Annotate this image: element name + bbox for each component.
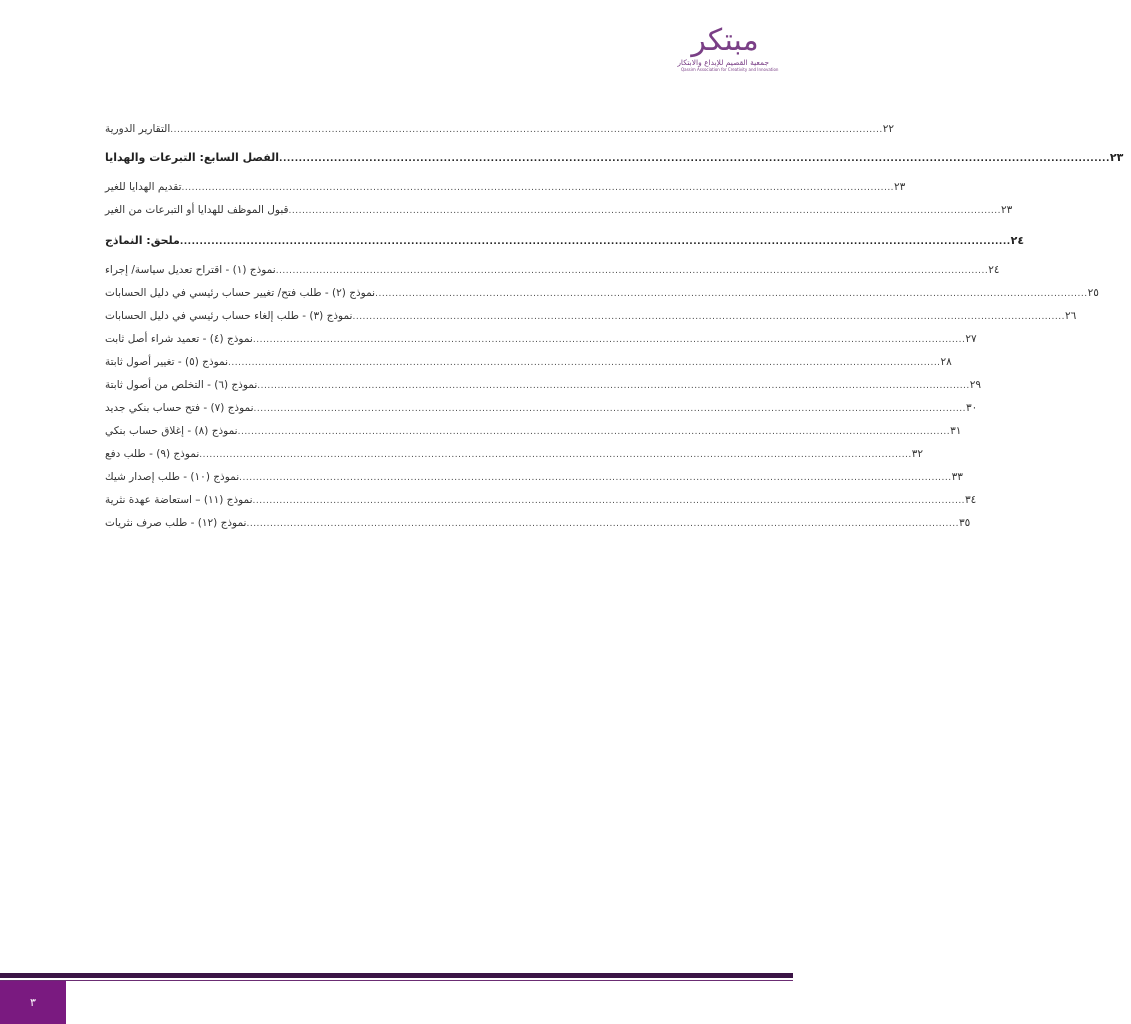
toc-leader-dots: .................................................................................................................................................................................................................... bbox=[237, 427, 951, 437]
toc-entry[interactable] bbox=[103, 420, 962, 443]
footer-divider bbox=[0, 980, 793, 981]
toc-entry[interactable] bbox=[103, 282, 1099, 305]
toc-leader-dots: .................................................................................................................................................................................................................... bbox=[352, 312, 1065, 322]
toc-entry-title: نموذج (٦) - التخلص من أصول ثابتة bbox=[105, 379, 258, 391]
toc-entry-page: ٢٣ bbox=[1001, 204, 1013, 216]
toc-entry-title: ملحق: النماذج bbox=[105, 234, 180, 247]
toc-entry-title: قبول الموظف للهدايا أو التبرعات من الغير bbox=[105, 204, 289, 216]
toc-entry-page: ٢٧ bbox=[965, 333, 977, 345]
toc-entry-title: نموذج (٨) - إغلاق حساب بنكي bbox=[105, 425, 238, 437]
toc-entry-title: تقديم الهدايا للغير bbox=[105, 181, 182, 193]
page-number: ٣ bbox=[30, 996, 36, 1009]
toc-chapter-heading[interactable] bbox=[103, 147, 1124, 170]
toc-entry-page: ٢٣ bbox=[1109, 151, 1124, 164]
logo-arabic-name: جمعية القصيم للإبداع والابتكار bbox=[677, 58, 769, 67]
toc-leader-dots: .................................................................................................................................................................................................................... bbox=[252, 496, 966, 506]
toc-entry-title: نموذج (١٢) - طلب صرف نثريات bbox=[105, 517, 247, 529]
toc-entry-title: نموذج (٩) - طلب دفع bbox=[105, 448, 200, 460]
toc-entry[interactable] bbox=[103, 305, 1077, 328]
toc-entry[interactable] bbox=[103, 512, 971, 535]
logo-wordmark: مبتكر bbox=[691, 23, 759, 58]
toc-entry-page: ٢٦ bbox=[1064, 310, 1077, 322]
toc-entry-title: نموذج (٤) - تعميد شراء أصل ثابت bbox=[105, 333, 253, 345]
toc-entry[interactable] bbox=[103, 466, 963, 489]
toc-entry-title: نموذج (٧) - فتح حساب بنكي جديد bbox=[105, 402, 254, 414]
toc-entry-page: ٢٩ bbox=[969, 379, 982, 391]
toc-leader-dots: .................................................................................................................................................................................................................... bbox=[275, 266, 989, 276]
toc-entry-page: ٣٠ bbox=[966, 402, 978, 414]
toc-entry-page: ٣٣ bbox=[951, 471, 963, 483]
toc-entry[interactable] bbox=[103, 259, 1000, 282]
toc-entry-title: نموذج (١١) – استعاضة عهدة نثرية bbox=[105, 494, 253, 506]
toc-entry-page: ٢٤ bbox=[988, 264, 1000, 276]
toc-leader-dots: .................................................................................................................................................................................................................... bbox=[279, 154, 1110, 164]
toc-entry-title: نموذج (٥) - تغيير أصول ثابتة bbox=[105, 356, 229, 368]
toc-entry-page: ٢٤ bbox=[1010, 234, 1025, 247]
page-number-box bbox=[0, 981, 66, 1024]
toc-entry-page: ٣٥ bbox=[958, 517, 971, 529]
toc-entry-title: نموذج (٣) - طلب إلغاء حساب رئيسي في دليل الحسابات bbox=[105, 310, 353, 322]
toc-leader-dots: .................................................................................................................................................................................................................... bbox=[239, 473, 952, 483]
toc-leader-dots: .................................................................................................................................................................................................................... bbox=[228, 358, 941, 368]
toc-leader-dots: .................................................................................................................................................................................................................... bbox=[199, 450, 912, 460]
toc-entry-page: ٢٣ bbox=[894, 181, 906, 193]
toc-leader-dots: .................................................................................................................................................................................................................... bbox=[179, 237, 1011, 247]
logo-english-name: Qassim Association for Creativity and Innovation bbox=[681, 67, 779, 72]
toc-leader-dots: .................................................................................................................................................................................................................... bbox=[170, 125, 883, 135]
toc-entry[interactable] bbox=[103, 374, 982, 397]
toc-entry-page: ٣٤ bbox=[965, 494, 977, 506]
toc-entry-title: نموذج (٢) - طلب فتح/ تغيير حساب رئيسي في دليل الحسابات bbox=[105, 287, 376, 299]
toc-entry[interactable] bbox=[103, 176, 906, 199]
toc-entry[interactable] bbox=[103, 397, 978, 420]
toc-entry[interactable] bbox=[103, 489, 977, 512]
toc-entry[interactable] bbox=[103, 351, 952, 374]
toc-leader-dots: .................................................................................................................................................................................................................... bbox=[375, 289, 1088, 299]
association-logo bbox=[677, 23, 779, 72]
toc-entry-title: التقارير الدورية bbox=[105, 123, 171, 135]
toc-entry-title: نموذج (١٠) - طلب إصدار شيك bbox=[105, 471, 240, 483]
toc-entry-title: نموذج (١) - اقتراح تعديل سياسة/ إجراء bbox=[105, 264, 276, 276]
toc-leader-dots: .................................................................................................................................................................................................................... bbox=[288, 206, 1002, 216]
toc-leader-dots: .................................................................................................................................................................................................................... bbox=[181, 183, 895, 193]
toc-entry-title: الفصل السابع: التبرعات والهدايا bbox=[105, 151, 280, 164]
toc-entry-page: ٢٥ bbox=[1087, 287, 1099, 299]
toc-leader-dots: .................................................................................................................................................................................................................... bbox=[253, 404, 967, 414]
toc-entry-page: ٣٢ bbox=[911, 448, 924, 460]
toc-entry-page: ٢٢ bbox=[882, 123, 895, 135]
toc-entry[interactable] bbox=[103, 443, 924, 466]
toc-chapter-heading[interactable] bbox=[103, 230, 1025, 253]
toc-leader-dots: .................................................................................................................................................................................................................... bbox=[246, 519, 959, 529]
toc-leader-dots: .................................................................................................................................................................................................................... bbox=[252, 335, 966, 345]
toc-entry-page: ٣١ bbox=[950, 425, 962, 437]
footer-bar bbox=[0, 973, 793, 978]
toc-entry[interactable] bbox=[103, 328, 977, 351]
toc-entry-page: ٢٨ bbox=[940, 356, 952, 368]
toc-leader-dots: .................................................................................................................................................................................................................... bbox=[257, 381, 970, 391]
toc-entry[interactable] bbox=[103, 118, 895, 141]
toc-entry[interactable] bbox=[103, 199, 1013, 222]
table-of-contents bbox=[103, 118, 1124, 535]
